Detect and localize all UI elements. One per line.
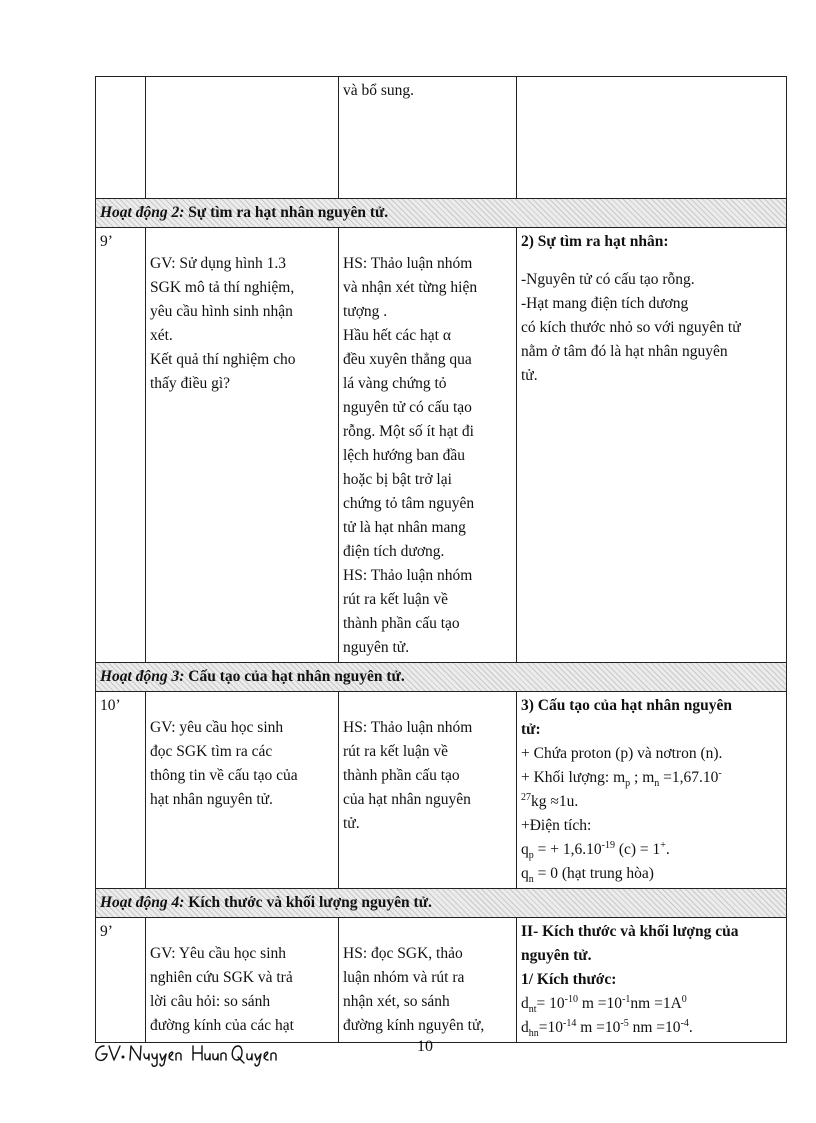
content-cell bbox=[517, 77, 787, 199]
time-cell: 10’ bbox=[96, 692, 146, 889]
nucleus-diameter-formula: $d_{hn}=10^{-14}$ $m =10^{-5}$ nm $=10^{-4}$. bbox=[521, 1017, 693, 1040]
content-cell: II- Kích thước và khối lượng của nguyên tử. 1/ Kích thước: $d_{nt}= 10^{-10}$ $m =10^{-1}nm =1A^0$ $d_{hn}=10^{-14}$ $m =10^{-5}$ nm $=10^{-4}$. bbox=[517, 918, 787, 1043]
section-heading: 2) Sự tìm ra hạt nhân: bbox=[521, 233, 669, 250]
time-cell bbox=[96, 77, 146, 199]
teacher-signature bbox=[90, 1040, 280, 1073]
teacher-activity-cell: GV: Yêu cầu học sinh nghiên cứu SGK và trả lời câu hỏi: so sánh đường kính của các hạt bbox=[146, 918, 339, 1043]
section-heading: 3) Cấu tạo của hạt nhân nguyên bbox=[521, 697, 733, 714]
activity-4-header-row bbox=[96, 889, 787, 918]
activity-title: Kích thước và khối lượng nguyên tử. bbox=[188, 894, 432, 911]
proton-charge-formula: $q_p$ = + $1,6.10^{-19}$ (c) = 1+. bbox=[521, 839, 670, 862]
activity-title: Sự tìm ra hạt nhân nguyên tử. bbox=[188, 204, 389, 221]
neutron-charge-formula: $q_n = 0$ (hạt trung hòa) bbox=[521, 865, 654, 886]
page-number: 10 bbox=[417, 1038, 433, 1055]
student-activity-cell: HS: Thảo luận nhóm và nhận xét từng hiện tượng . Hầu hết các hạt α đều xuyên thẳng qua lá vàng chứng tỏ nguyên tử có cấu tạo rỗng. Một số ít hạt đi lệch hướng ban đầu hoặc bị bật trở lại chứng tỏ tâm nguyên tử là hạt nhân mang điện tích dương. HS: Thảo luận nhóm rút ra kết luận về thành phần cấu tạo nguyên tử. bbox=[339, 228, 517, 663]
activity-title: Cấu tạo của hạt nhân nguyên tử. bbox=[188, 668, 405, 685]
student-activity-cell: và bổ sung. bbox=[339, 77, 517, 199]
table-row bbox=[96, 77, 787, 199]
activity-label: Hoạt động 2: bbox=[100, 204, 185, 221]
section-heading: II- Kích thước và khối lượng của bbox=[521, 923, 739, 940]
time-cell: 9’ bbox=[96, 228, 146, 663]
activity-3-row bbox=[96, 692, 787, 889]
mass-formula: + Khối lượng: $m_p$ ; $m_n =1,67.10^-$ bbox=[521, 767, 722, 790]
atom-diameter-formula: $d_{nt}= 10^{-10}$ $m =10^{-1}nm =1A^0$ bbox=[521, 993, 687, 1016]
student-activity-cell: HS: Thảo luận nhóm rút ra kết luận về thành phần cấu tạo của hạt nhân nguyên tử. bbox=[339, 692, 517, 889]
signature-icon bbox=[90, 1040, 280, 1068]
activity-4-row bbox=[96, 918, 787, 1043]
activity-label: Hoạt động 3: bbox=[100, 668, 185, 685]
activity-3-header-row bbox=[96, 663, 787, 692]
content-cell: 2) Sự tìm ra hạt nhân: -Nguyên tử có cấu tạo rỗng. -Hạt mang điện tích dương có kích thước nhỏ so với nguyên tử nằm ở tâm đó là hạt nhân nguyên tử. bbox=[517, 228, 787, 663]
teacher-activity-cell: GV: Sử dụng hình 1.3 SGK mô tả thí nghiệm, yêu cầu hình sinh nhận xét. Kết quả thí nghiệm cho thấy điều gì? bbox=[146, 228, 339, 663]
content-cell: 3) Cấu tạo của hạt nhân nguyên tử: + Chứa proton (p) và nơtron (n). + Khối lượng: $m_p$ ; $m_n =1,67.10^-$ $^{27}$kg ≈1u. +Điện tích: $q_p$ = + $1,6.10^{-19}$ (c) = 1+. $q_n = 0$ (hạt trung hòa) bbox=[517, 692, 787, 889]
lesson-plan-table bbox=[95, 76, 787, 1043]
time-cell: 9’ bbox=[96, 918, 146, 1043]
subsection-heading: 1/ Kích thước: bbox=[521, 971, 617, 988]
teacher-activity-cell: GV: yêu cầu học sinh đọc SGK tìm ra các thông tin về cấu tạo của hạt nhân nguyên tử. bbox=[146, 692, 339, 889]
student-activity-cell: HS: đọc SGK, thảo luận nhóm và rút ra nhận xét, so sánh đường kính nguyên tử, bbox=[339, 918, 517, 1043]
activity-label: Hoạt động 4: bbox=[100, 894, 185, 911]
activity-2-row bbox=[96, 228, 787, 663]
activity-2-header-row bbox=[96, 199, 787, 228]
teacher-activity-cell bbox=[146, 77, 339, 199]
